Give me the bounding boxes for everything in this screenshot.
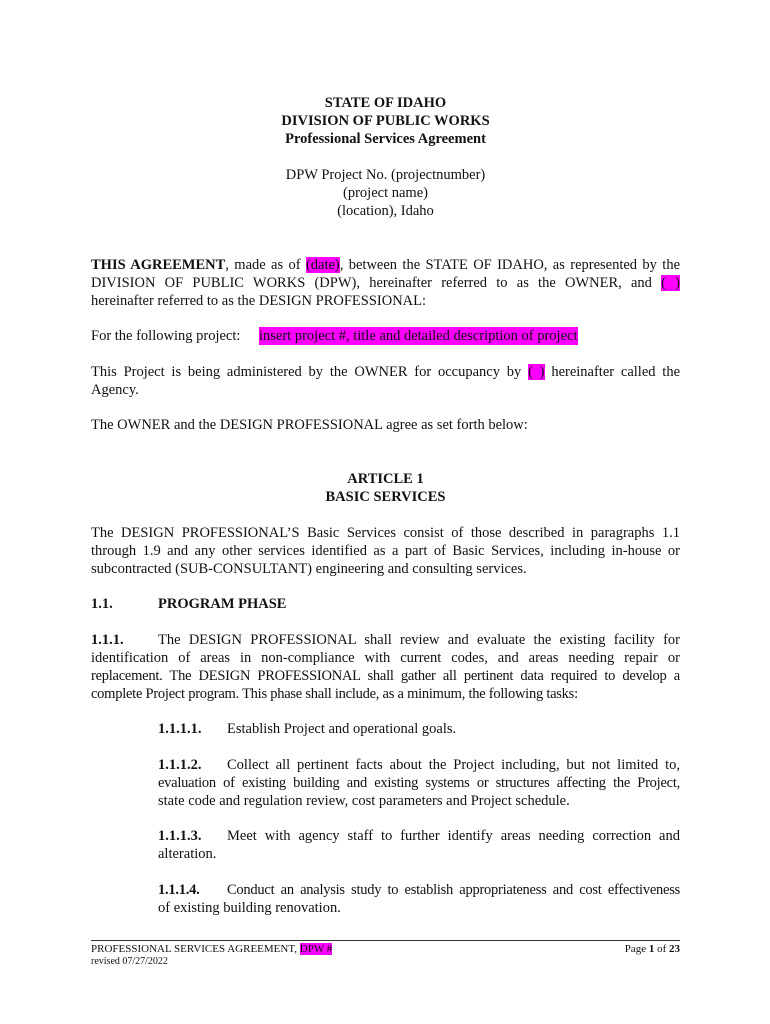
section-1-1-1-4-line-2: of existing building renovation. [158,900,341,916]
section-1-1-number: 1.1. [91,596,113,612]
project-name: (project name) [343,185,428,201]
section-1-1-1-2-line-2: evaluation of existing building and existing systems or structures affecting the Project, [158,775,680,791]
footer-dpw-field: DPW # [299,943,333,955]
section-1-1-title: PROGRAM PHASE [158,596,287,612]
section-1-1-1-4-line-1: 1.1.1.4. Conduct an analysis study to establish appropriateness and cost effectiveness [158,882,680,898]
section-1-1-1-4-number: 1.1.1.4. [158,882,200,898]
header-agreement-title: Professional Services Agreement [285,131,486,147]
design-professional-field: ( ) [661,275,680,291]
section-1-1-1-3-number: 1.1.1.3. [158,828,202,844]
section-1-1-1-line-2: identification of areas in non-compliance with current codes, and areas needing repair or [91,650,680,666]
footer-revised: revised 07/27/2022 [91,956,168,967]
agency-field: ( ) [528,364,545,380]
project-location: (location), Idaho [337,203,434,219]
section-1-1-1-1-number: 1.1.1.1. [158,721,202,737]
section-1-1 [91,595,680,613]
agreement-line-3: hereinafter referred to as the DESIGN PROFESSIONAL: [91,293,427,309]
header-division: DIVISION OF PUBLIC WORKS [281,113,490,129]
section-1-1-1-2-line-3: state code and regulation review, cost parameters and Project schedule. [158,793,570,809]
header-state: STATE OF IDAHO [324,95,447,111]
agreement-lead: THIS AGREEMENT [91,257,226,273]
project-label: For the following project: [91,328,241,344]
date-field: (date) [305,257,340,273]
section-1-1-1-line-3: replacement. The DESIGN PROFESSIONAL shall gather all pertinent data required to develop a [91,668,680,684]
project-description-field: insert project #, title and detailed description of project [259,328,578,344]
section-1-1-1-3-line-2: alteration. [158,846,217,862]
project-number: DPW Project No. (projectnumber) [285,167,486,183]
project-line [91,327,680,345]
section-1-1-1-3-line-1: 1.1.1.3. Meet with agency staff to further identify areas needing correction and [158,828,680,844]
article-title: ARTICLE 1 [347,471,424,487]
section-1-1-1-1: 1.1.1.1. Establish Project and operational goals. [158,721,457,737]
agreement-line-1: THIS AGREEMENT, made as of (date), between the STATE OF IDAHO, as represented by the [91,257,680,273]
admin-line-1: This Project is being administered by the OWNER for occupancy by ( ) hereinafter called the [91,364,681,380]
basic-line-1: The DESIGN PROFESSIONAL’S Basic Services consist of those described in paragraphs 1.1 [91,525,680,541]
page-number: Page 1 of 23 [624,943,680,955]
section-1-1-1-number: 1.1.1. [91,632,124,648]
admin-line-2: Agency. [91,382,139,398]
agree-line: The OWNER and the DESIGN PROFESSIONAL agree as set forth below: [91,417,528,433]
article-subtitle: BASIC SERVICES [325,489,446,505]
section-1-1-1-line-4: complete Project program. This phase shall include, as a minimum, the following tasks: [91,686,578,702]
section-1-1-1-2-line-1: 1.1.1.2. Collect all pertinent facts about the Project including, but not limited to, [158,757,680,773]
basic-line-3: subcontracted (SUB-CONSULTANT) engineering and consulting services. [91,561,527,577]
agreement-line-2: DIVISION OF PUBLIC WORKS (DPW), hereinafter referred to as the OWNER, and ( ) [91,275,680,291]
section-1-1-1-line-1: 1.1.1. The DESIGN PROFESSIONAL shall review and evaluate the existing facility for [91,632,680,648]
basic-line-2: through 1.9 and any other services identified as a part of Basic Services, including in-house or [91,543,680,559]
footer-title: PROFESSIONAL SERVICES AGREEMENT, DPW # [91,943,333,955]
footer-rule [91,940,680,941]
section-1-1-1-2-number: 1.1.1.2. [158,757,202,773]
